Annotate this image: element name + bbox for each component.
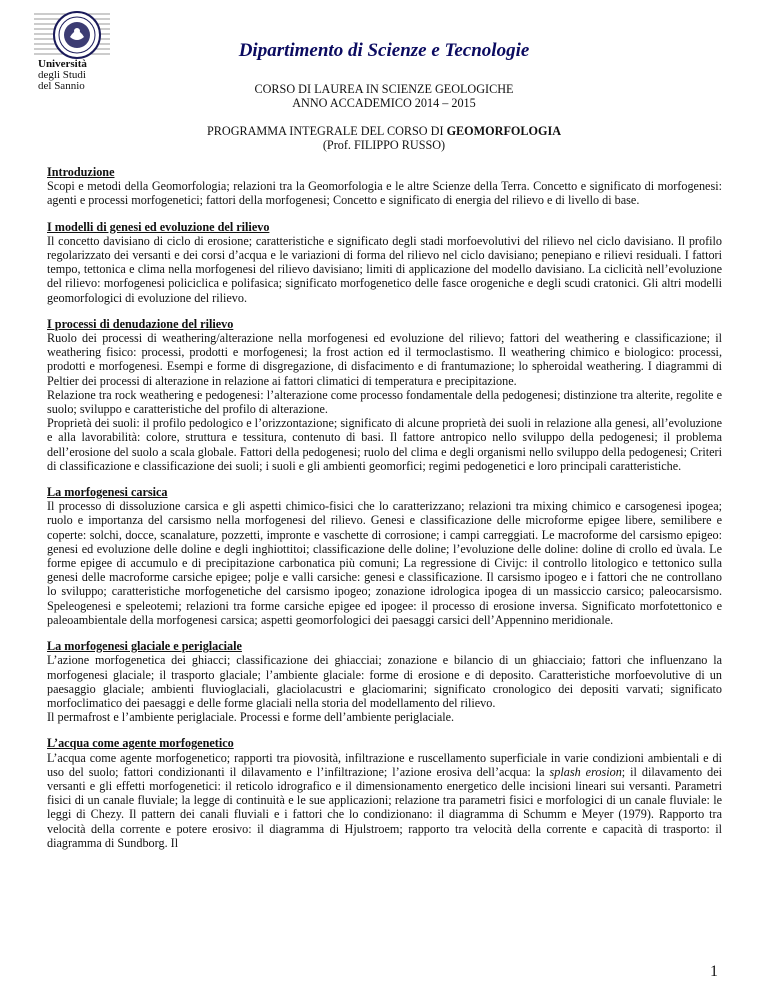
- professor-name: (Prof. FILIPPO RUSSO): [322, 138, 446, 152]
- page-number: 1: [710, 963, 718, 980]
- section: [47, 165, 722, 208]
- academic-year: ANNO ACCADEMICO 2014 – 2015: [292, 96, 476, 110]
- section-heading: I modelli di genesi ed evoluzione del rilievo: [47, 219, 270, 234]
- section: [47, 639, 722, 724]
- section-heading: L’acqua come agente morfogenetico: [47, 736, 234, 751]
- logo-line-2: degli Studi: [38, 69, 86, 81]
- section-paragraph: Il processo di dissoluzione carsica e gli aspetti chimico-fisici che lo caratterizzano; relazioni tra mixing chimico e carsogenesi ipogea; ruolo e importanza del carsismo nella morfogenesi del rilievo. Genesi e classificazione delle microforme epigee libere, semilibere e coperte: solchi, docce, scanalature, pozzetti, impronte e vaschette di corrosione; i campi carreggiati. Le macroforme del carsismo epigeo: genesi ed evoluzione delle doline e degli inghiottitoi; classificazione delle doline; l’evoluzione delle doline: doline di crollo ed ùvala. Le forme epigee di accumulo e di precipitazione carbonatica più comuni; La regressione di Civijc: il controllo litologico e tettonico sulla genesi delle macroforme carsiche epigee; polje e valli carsiche: genesi e classificazione. Il carsismo ipogeo e i fattori che ne controllano lo sviluppo; caratteristiche morfogenetiche del carsismo ipogeo; zonazione idrologica ipogea di un massiccio carsico; paleocarsismo. Speleogenesi e speleotemi; relazioni tra forme carsiche epigee ed ipogee: il processo di erosione inversa. Significato morfotettonico e paleoambientale della morfogenesi carsica; aspetti geomorfologici dei paesaggi carsici dell’Appennino meridionale.: [47, 499, 722, 627]
- section-paragraph: L’acqua come agente morfogenetico; rapporti tra piovosità, infiltrazione e ruscellamento superficiale in varie condizioni ambientali e di uso del suolo; fattori condizionanti il dilavamento e l’infiltrazione; l’azione erosiva dell’acqua: la splash erosion; il dilavamento dei versanti e gli effetti morfogenetici: il reticolo idrografico e il dimensionamento energetico delle incisioni lineari sui versanti. Parametri fisici di un canale fluviale; la legge di continuità e le sue applicazioni; relazione tra parametri fisici e morfologici di un canale fluviale: le leggi di Chezy. Il pattern dei canali fluviali e i fattori che lo condizionano: il diagramma di Schumm e Meyer (1979). Rapporto tra velocità della corrente e potere erosivo: il diagramma di Hjulstroem; rapporto tra velocità della corrente e capacità di trasporto: il diagramma di Sundborg. Il: [47, 750, 722, 850]
- program-title: [0, 124, 768, 138]
- course-name: CORSO DI LAUREA IN SCIENZE GEOLOGICHE: [254, 82, 514, 96]
- logo-line-3: del Sannio: [38, 80, 85, 92]
- program-content: [47, 165, 722, 862]
- italic-term: splash erosion: [549, 764, 622, 779]
- section-paragraph: Il concetto davisiano di ciclo di erosione; caratteristiche e significato degli stadi morfoevolutivi del rilievo nel ciclo davisiano. Il profilo regolarizzato dei versanti e dei corsi d’acqua e le variazioni di forma del rilievo nel ciclo davisiano; penepiano e rilievi residuali. I fattori tempo, tettonica e clima nella morfogenesi del rilievo davisiano; limiti di applicazione del modello davisiano. La ciclicità nell’evoluzione del rilievo: morfogenesi policiclica e polifasica; significato morfogenetico delle fasce orogeniche e degli scudi cratonici. Gli altri modelli geomorfologici di evoluzione del rilievo.: [47, 233, 722, 305]
- section: [47, 317, 722, 473]
- section-paragraph: Il permafrost e l’ambiente periglaciale. Processi e forme dell’ambiente periglaciale.: [47, 710, 455, 725]
- section-heading: Introduzione: [47, 165, 115, 179]
- section-paragraph: Ruolo dei processi di weathering/alterazione nella morfogenesi ed evoluzione del rilievo; fattori del weathering e classificazione; il weathering fisico: processi, prodotti e morfogenesi; la frost action ed il termoclastismo. Il weathering chimico e biologico: processi, prodotti e morfogenesi. Esempi e forme di disgregazione, di disfacimento e di frantumazione; lo spheroidal weathering. I diagrammi di Peltier dei processi di alterazione in relazione ai fattori climatici di temperatura e precipitazione.: [47, 331, 722, 388]
- department-title: Dipartimento di Scienze e Tecnologie: [238, 40, 530, 61]
- logo-line-1: Università: [38, 58, 87, 70]
- section: [47, 485, 722, 627]
- section-paragraph: Relazione tra rock weathering e pedogenesi: l’alterazione come processo fondamentale della pedogenesi; distinzione tra alterite, regolite e suolo; sviluppo e caratteristiche del profilo di alterazione.: [47, 387, 722, 417]
- section-paragraph: Scopi e metodi della Geomorfologia; relazioni tra la Geomorfologia e le altre Scienze della Terra. Concetto e significato di morfogenesi: agenti e processi morfogenetici; fattori della morfogenesi; Concetto e significato di energia del rilievo e di livello di base.: [47, 179, 722, 208]
- section-paragraph: Proprietà dei suoli: il profilo pedologico e l’orizzontazione; significato di alcune proprietà dei suoli in relazione alla genesi, all’evoluzione e alla lavorabilità: colore, struttura e tessitura, contenuto di basi. Il fattore antropico nello sviluppo della pedogenesi; il problema dell’erosione del suolo a scala globale. Fattori della pedogenesi; ruolo del clima e degli organismi nello sviluppo della pedogenesi; Criteri di classificazione e classificazione dei suoli; i suoli e gli ambienti geomorfici; regimi pedogenetici e loro principali caratteristiche.: [47, 416, 722, 473]
- section-heading: La morfogenesi carsica: [47, 485, 168, 500]
- program-prefix: PROGRAMMA INTEGRALE DEL CORSO DI: [206, 124, 447, 138]
- section-heading: I processi di denudazione del rilievo: [47, 316, 234, 331]
- section-paragraph: L’azione morfogenetica dei ghiacci; classificazione dei ghiacciai; zonazione e bilancio di un ghiacciaio; fattori che influenzano la morfogenesi glaciale; il trasporto glaciale; l’ambiente glaciale: forme di erosione e di deposito. Caratteristiche morfoevolutive di un paesaggio glaciale; ambienti fluvioglaciali, glaciolacustri e glaciomarini; significato cronologico dei depositi varvati; significato morfoclimatico dei paesaggi e delle forme glaciali nella storia del modellamento del rilievo.: [47, 653, 722, 710]
- section: [47, 220, 722, 305]
- section-heading: La morfogenesi glaciale e periglaciale: [47, 639, 242, 654]
- section: [47, 736, 722, 850]
- program-subject: GEOMORFOLOGIA: [446, 124, 562, 138]
